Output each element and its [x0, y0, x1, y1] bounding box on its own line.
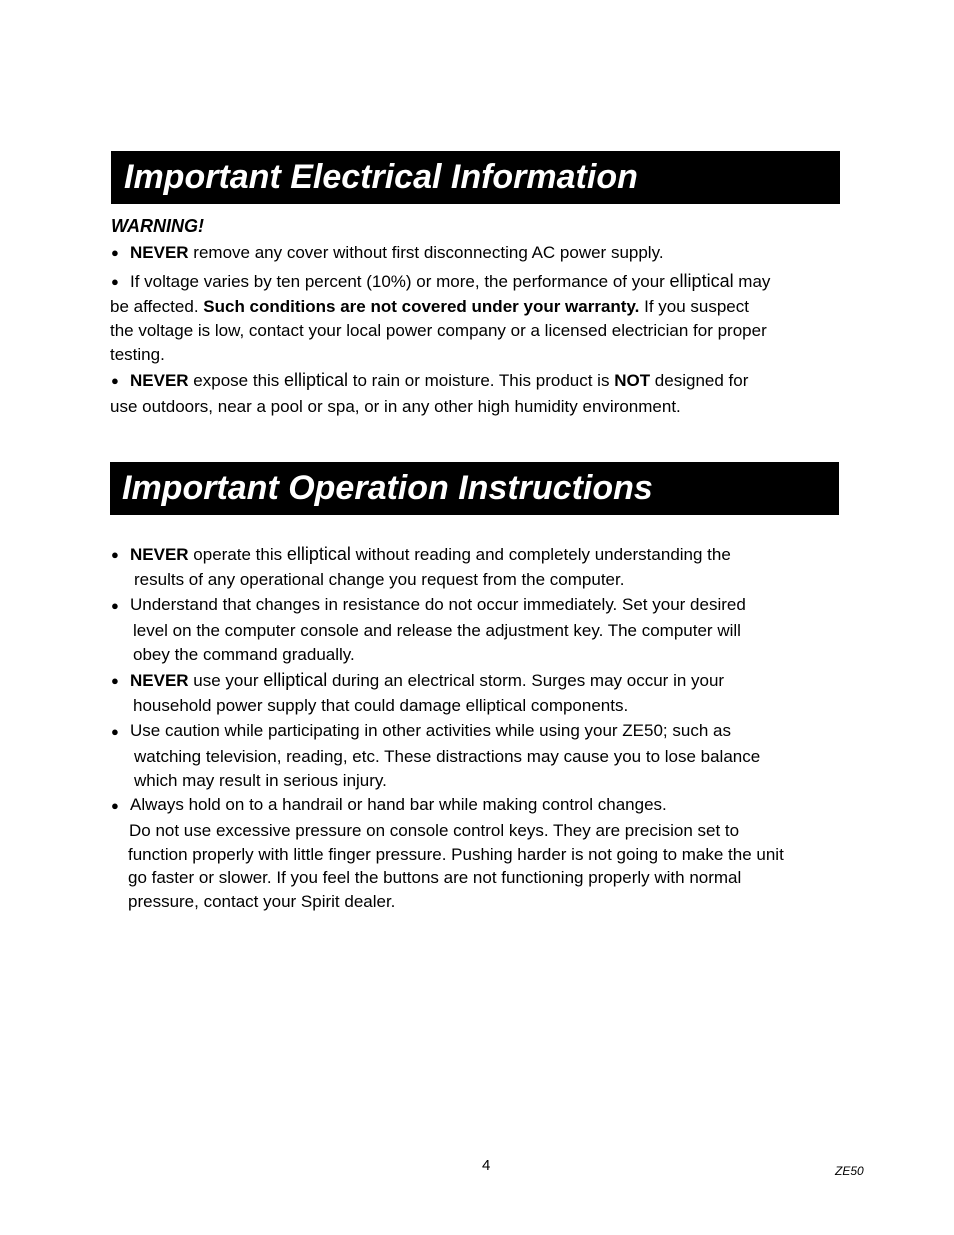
product-word: elliptical	[286, 544, 351, 564]
electrical-bullet-3-line-2: use outdoors, near a pool or spa, or in any other high humidity environment.	[110, 397, 681, 416]
emphasis-never: NEVER	[130, 243, 189, 262]
console-pressure-paragraph-line-1: Do not use excessive pressure on console control keys. They are precision set to	[129, 821, 740, 840]
bullet-icon: ●	[111, 798, 119, 813]
bullet-icon: ●	[111, 373, 119, 388]
emphasis-never: NEVER	[130, 671, 189, 690]
electrical-bullet-2-line-4: testing.	[110, 345, 165, 364]
bullet-text: during an electrical storm. Surges may occur in your	[327, 671, 725, 690]
operation-bullet-5-line-1: Always hold on to a handrail or hand bar while making control changes.	[130, 795, 667, 814]
bullet-icon: ●	[111, 724, 119, 739]
operation-bullet-3-line-1	[130, 669, 724, 692]
bullet-text: remove any cover without first disconnecting AC power supply.	[188, 243, 664, 262]
operation-bullet-4-line-2: watching television, reading, etc. These distractions may cause you to lose balance	[134, 747, 761, 766]
bullet-text: be affected.	[110, 297, 204, 316]
bullet-text: designed for	[650, 371, 749, 390]
electrical-bullet-3-line-1	[130, 369, 748, 392]
bullet-text: without reading and completely understanding the	[350, 545, 731, 564]
product-word: elliptical	[263, 670, 328, 690]
bullet-text: If you suspect	[639, 297, 749, 316]
bullet-text: operate this	[188, 545, 287, 564]
operation-bullet-4-line-3: which may result in serious injury.	[134, 771, 387, 790]
operation-bullet-3-line-2: household power supply that could damage elliptical components.	[133, 696, 629, 715]
bullet-icon: ●	[111, 547, 119, 562]
operation-bullet-1-line-2: results of any operational change you request from the computer.	[134, 570, 625, 589]
console-pressure-paragraph-line-3: go faster or slower. If you feel the buttons are not functioning properly with normal	[128, 868, 742, 887]
operation-bullet-2-line-2: level on the computer console and release the adjustment key. The computer will	[133, 621, 741, 640]
console-pressure-paragraph-line-2: function properly with little finger pressure. Pushing harder is not going to make the unit	[128, 845, 784, 864]
electrical-bullet-1	[130, 242, 664, 264]
operation-bullet-4-line-1: Use caution while participating in other activities while using your ZE50; such as	[130, 721, 731, 740]
warranty-notice: Such conditions are not covered under your warranty.	[203, 297, 640, 316]
bullet-text: to rain or moisture. This product is	[348, 371, 615, 390]
bullet-icon: ●	[111, 673, 119, 688]
emphasis-never: NEVER	[130, 371, 189, 390]
bullet-text: use your	[188, 671, 264, 690]
bullet-icon: ●	[111, 245, 119, 260]
bullet-text: may	[733, 272, 771, 291]
emphasis-never: NEVER	[130, 545, 189, 564]
section-heading-electrical: Important Electrical Information	[111, 151, 840, 204]
electrical-bullet-2-line-3: the voltage is low, contact your local power company or a licensed electrician for proper	[110, 321, 767, 340]
product-word: elliptical	[284, 370, 349, 390]
bullet-text: expose this	[188, 371, 285, 390]
emphasis-not: NOT	[614, 371, 651, 390]
section-heading-operation: Important Operation Instructions	[110, 462, 839, 515]
console-pressure-paragraph-line-4: pressure, contact your Spirit dealer.	[128, 892, 396, 911]
bullet-icon: ●	[111, 274, 119, 289]
model-label: ZE50	[835, 1164, 864, 1178]
operation-bullet-2-line-1: Understand that changes in resistance do not occur immediately. Set your desired	[130, 595, 746, 614]
operation-bullet-1-line-1	[130, 543, 731, 566]
electrical-bullet-2-line-1	[130, 270, 770, 293]
bullet-text: If voltage varies by ten percent (10%) or more, the performance of your	[130, 272, 670, 291]
bullet-icon: ●	[111, 598, 119, 613]
warning-label: WARNING!	[111, 216, 204, 236]
electrical-bullet-2-line-2	[110, 296, 749, 318]
page-number: 4	[482, 1157, 491, 1174]
product-word: elliptical	[669, 271, 734, 291]
operation-bullet-2-line-3: obey the command gradually.	[133, 645, 355, 664]
